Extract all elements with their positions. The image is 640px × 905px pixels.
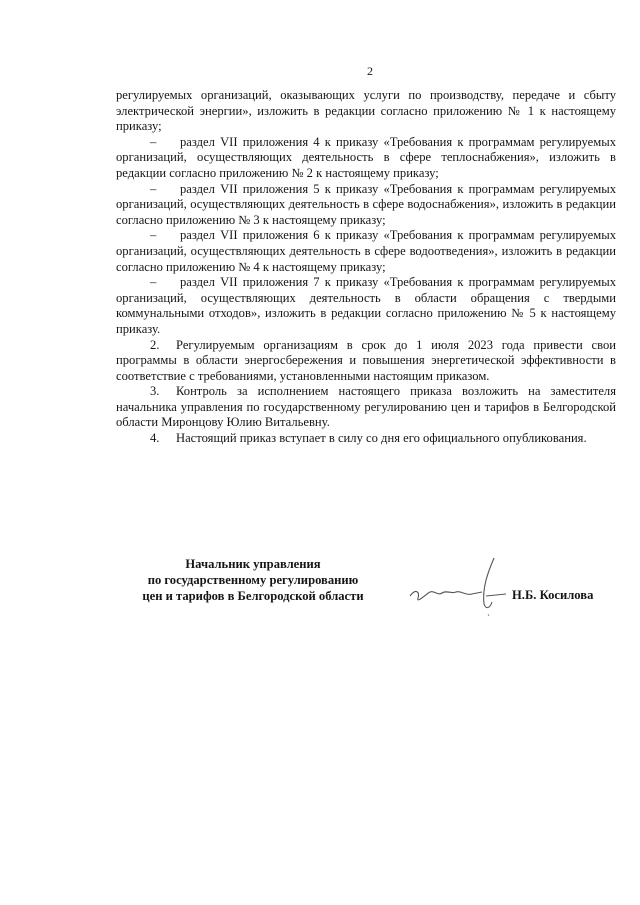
numbered-paragraph-4 — [116, 431, 616, 447]
page-number: 2 — [367, 64, 373, 78]
paragraph-continuation: регулируемых организаций, оказывающих услуги по производству, передаче и сбыту электрической энергии», изложить в редакции согласно приложению № 1 к настоящему приказу; — [116, 88, 616, 134]
list-item-appendix-7 — [116, 275, 616, 337]
dash-marker: – — [150, 275, 157, 290]
dash-marker: – — [150, 134, 157, 149]
document-body — [116, 88, 616, 447]
list-item-appendix-6 — [116, 228, 616, 275]
paragraph-number: 4. — [150, 431, 160, 446]
signatory-title-line: по государственному регулированию — [147, 573, 359, 587]
paragraph-number: 2. — [150, 337, 160, 352]
numbered-paragraph-3 — [116, 384, 616, 431]
paragraph-text: Регулируемым организациям в срок до 1 июля 2023 года привести свои программы в области энергосбережения и повышения энергетической эффективности в соответствие с требованиями, установленными настоящим приказом. — [116, 337, 616, 383]
dash-marker: – — [150, 228, 157, 243]
dash-marker: – — [150, 181, 157, 196]
list-item-text: раздел VII приложения 7 к приказу «Требования к программам регулируемых организаций, осуществляющих деятельность в области обращения с твердыми коммунальными отходов», изложить в редакции согласно приложению № 5 к настоящему приказу. — [116, 275, 616, 336]
signatory-name: Н.Б. Косилова — [512, 588, 594, 602]
numbered-paragraph-2 — [116, 338, 616, 385]
list-item-text: раздел VII приложения 4 к приказу «Требования к программам регулируемых организаций, осуществляющих деятельность в сфере теплоснабжения», изложить в редакции согласно приложению № 2 к настоящему приказу; — [116, 134, 616, 180]
list-item-appendix-4 — [116, 135, 616, 182]
signatory-title — [128, 556, 378, 604]
paragraph-text: Контроль за исполнением настоящего приказа возложить на заместителя начальника управления по государственному регулированию цен и тарифов в Белгородской области Миронцову Юлию Витальевну. — [116, 384, 616, 430]
paragraph-text: Настоящий приказ вступает в силу со дня его официального опубликования. — [176, 431, 587, 446]
signatory-title-line: цен и тарифов в Белгородской области — [142, 589, 364, 603]
handwritten-signature — [402, 548, 512, 618]
paragraph-number: 3. — [150, 384, 160, 399]
signatory-title-line: Начальник управления — [185, 557, 321, 571]
list-item-text: раздел VII приложения 5 к приказу «Требования к программам регулируемых организаций, осуществляющих деятельность в сфере водоснабжения», изложить в редакции согласно приложению № 3 к настоящему приказу; — [116, 181, 616, 227]
list-item-text: раздел VII приложения 6 к приказу «Требования к программам регулируемых организаций, осуществляющих деятельность в сфере водоотведения», изложить в редакции согласно приложению № 4 к настоящему приказу; — [116, 228, 616, 274]
list-item-appendix-5 — [116, 182, 616, 229]
